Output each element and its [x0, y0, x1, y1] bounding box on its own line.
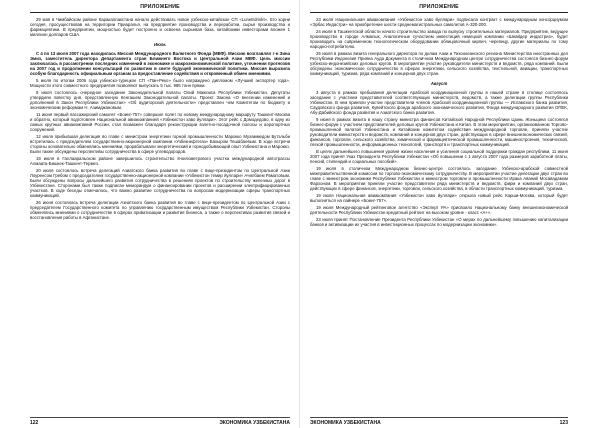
paragraph: В целях дальнейшего повышения уровня жизни населения и усиления социальной поддержки граждан республики, 11 июня 2007 года принят Указ Президента Республики Узбекистан «Об повышении с 1 августа 2007 года размеров заработной платы, пенсий, стипендий и социальных пособий».	[310, 149, 568, 165]
header-rule	[30, 12, 290, 13]
paragraph: 19 июля Международный рейтинговое агентство «Эксперт РА» присвоило Национальному банку внешнеэкономической деятельности Республики Узбекистан кредитный рейтинг на высоком уровне - класс «А+».	[310, 205, 568, 216]
running-header: ПРИЛОЖЕНИЕ	[140, 4, 180, 10]
header-rule	[310, 12, 568, 13]
paragraph: 9 июня в рамках визита в нашу страну министра финансов Китайской Народной Республики Цзинь Жэньцина состоялся бизнес-форум с участием представителей деловых кругов Узбекистана и Китая. В этом мероприятии, организованном Торгово-промышленной палатой Узбекистана и Китайским комитетом содействия международной торговле, приняли участие руководители министерств и ведомств, компаний и концернов двух стран, действующих в сфере внешнеэкономических связей, финансов, торговли, сельского хозяйства, химической и фармацевтической промышленности, машиностроения, технической, легкой промышленности, информационных технологий, транспорта и транспортных коммуникаций.	[310, 117, 568, 148]
page-footer	[30, 420, 290, 426]
paragraph: 19 июля Национальная авиакомпания «Узбекистон хаво йуллари» открыла новый рейс Карши-Москва, который будет выполняться на лайнере «Боинг-757».	[310, 193, 568, 204]
page-number: 122	[30, 420, 39, 426]
paragraph: 5 июля по итогам 2006 года узбекско-турецкое СП «Пан-Реко» было награждено дипломом «Лучший экспортер года». Мощности этого совместного предприятия позволяют выпускать 5 тыс. 985 тонн пряжи.	[30, 78, 290, 89]
paragraph: 26 июня состоялась встреча делегации Азиатского банка развития во главе с вице-президентом по Центральной Азии с председателем Государственного комитета по управлению государственным имуществом Республики Узбекистан. Стороны обменялись мнениями о сотрудничестве в сферах приватизации и развития бизнеса, а также о перспективах развития связей и восстановления работы в Афганистане.	[30, 200, 290, 221]
paragraph: 23 июля принят Постановление Президента Республики Узбекистан «О мерах по дальнейшему повышению капитализации банков и активизации их участия в инвестиционных процессах по модернизации экономики».	[310, 217, 568, 228]
paragraph: 19 июля в Галлааральском районе завершилось строительство 8-километрового участка международной автотрассы Алмаата-Бишкек-Ташкент-Термез.	[30, 156, 290, 167]
paragraph: 11 июня первый пассажирский самолет «Боинг-757» совершил полет по новому международному маршруту Ташкент-Москва и обратно, который подготовлен Национальной авиакомпанией «Узбекистон хаво йуллари». Этот рейс с Домодедово, в одну из самых крупных авиакомпаний России, стал возможен благодаря реконструкции взлетно-посадочной полосы и аэропортных сооружений.	[30, 112, 290, 133]
paragraph: 23 июля Национальная авиакомпания «Узбекистон хаво йуллари» подписала контракт с международным консорциумом «Эрбас Индастри» на приобретение шести среднемагистральных самолетов А-320-200.	[310, 17, 568, 28]
section-heading: Август	[430, 81, 448, 87]
section-heading: Июль	[154, 42, 166, 48]
paragraph: 20 июля состоялось встреча делегаций Азиатского банка развития во главе с вице-президентом по Центральной Азии Лоуренсом Гребом с председателем государственно-акционерной компании «Узбекистон темир йуллари» Ачилбаем Раматовым. Были обсуждены вопросы дальнейшего развития сотрудничества в решениях проектов по строительству железных дорог в Узбекистане. Сторонами был также подписан меморандум о финансировании проектов и расширении электрифицированных участков. В ходе беседы отмечалось, что важно развитие сотрудничества по вопросам модернизации сферы транспортных коммуникаций.	[30, 168, 290, 199]
paragraph: 12 июля прибывшая делегация во главе с министром энергетики горной промышленности Марокко Мухаммедом Бутэльби встретилась с председателем государственно-акционерной компании «Узбекнефтегаз» Бахыром Тешабаевым. В ходе встречи стороны основательно обменялись мнениями, прорабатывали энергетический и горнодобывающий опыт Узбекистана и Марокко. Были также обсуждены перспективы сотрудничества в сфере углеводородов.	[30, 134, 290, 155]
paragraph: 19 июля в столичном Международном бизнес-центре состоялось заседание Узбекско-арабской совместной межправительственной комиссии по торгово-экономическому сотрудничеству. В мероприятии участие делегации двух стран во главе с министром экономики Республики Узбекистан и министром торговли и промышленности Ирака Аваний Мосавадамом Фархоном. В мероприятии приняли участие представители ряда министерств и ведомств, фирм и компаний двух стран, действующих в сфере финансов, энергетики, торговли, сельского хозяйства, в области транспортных коммуникаций, туризма.	[310, 166, 568, 192]
paragraph: 29 мая в Чимбайском районе Каракалпакстана начало действовать новое узбекско-китайское СП «LuneEdrinkt». Его корни сегодня, просуществовав на территории Приаралья, на предприятие производства и переработки, сырья производства и фармацевтики. В предприятии, мощностью будет построено и освоена сырьевая база, китайскими инвесторами вложен 1 миллион долларов США.	[30, 17, 290, 38]
paragraph: 24 июля в Ташкентской области начато строительство завода по выпуску строительных материалов. Предприятие, ведущее производство в городе Алмалык, Аналогичные сучастием инвестиций немецкой компании «Шнайдер индастриз», будет производить на современном технологическом оборудовании облицовочный кирпич, черепицу, другие материалы по тому народно-потребителю.	[310, 28, 568, 50]
paragraph: 3 августа в рамках пребывания делегации Арабской координационной группы в нашей стране в столице состоялось заседание с участием представителей соответствующих министерств, ведомств, а также делегации группы Республики Узбекистан. В нем приняли участие представители членов Арабской координационной группы — Исламского банка развития, Саудовского фонда развития, Кувейтского фонда арабского экономического развития, Фонда международного развития ОПЕК, Абу-Дабийского фонда развития и Азиатского банка развития.	[310, 90, 568, 116]
journal-title: ЭКОНОМИКА УЗБЕКИСТАНА	[310, 420, 381, 426]
text-column	[30, 17, 290, 220]
running-header: ПРИЛОЖЕНИЕ	[419, 4, 459, 10]
footer-rule	[310, 417, 568, 418]
paragraph: С 4 по 13 июля 2007 года находилась Миссия Международного Валютного Фонда (МВФ). Миссию возглавлял г-н Зина Эмиз, заместитель директора Департамента стран Ближнего Востока и Центральной Азии МВФ. Цель миссии заключалась в рассмотрении последних изменений в экономике и макроэкономической политике, уточнении прогнозов на 2007 год и продолжении консультаций по развитию в свете будущей экономической политики. Миссия выразила особую благодарность официальным органам за предоставление содействия и откровенный обмен мнениями.	[30, 51, 290, 77]
page-number: 123	[559, 420, 568, 426]
page-footer	[310, 420, 568, 426]
text-column	[310, 17, 568, 227]
paragraph: 8 июля состоялось очередное заседание Законодательной палаты Олий Мажлиса Республики Узбекистан. Депутаты утвердили повестку дня, представленную Кенгашем Законодательной палаты. Проект Закона «О внесении изменений и дополнений в Закон Республики Узбекистан» «Об аудиторской деятельности» представлен чем Комитетом по бюджету и экономическим реформам Н. Азимджановым.	[30, 90, 290, 111]
journal-title: ЭКОНОМИКА УЗБЕКИСТАНА	[219, 420, 290, 426]
right-page	[300, 0, 600, 428]
footer-rule	[30, 417, 290, 418]
paragraph: 25 июля в рамках визита генерального директора по делам Азии и Тихоокеанского региона Министерства иностранных дел Республики Индонезия Прияна Ауда Документа в столичном Международном центре сотрудничества состоялся бизнес-форум узбекско-индонезийских деловых кругов. В мероприятии участие руководители министерств и ведомств, ряда компаний. Были обсуждены экономическое сотрудничество в сферах энергетики, сельского хозяйства, текстильной, авиации, транспортных коммуникаций, туризма, ряда компаний и концернов двух стран.	[310, 50, 568, 77]
